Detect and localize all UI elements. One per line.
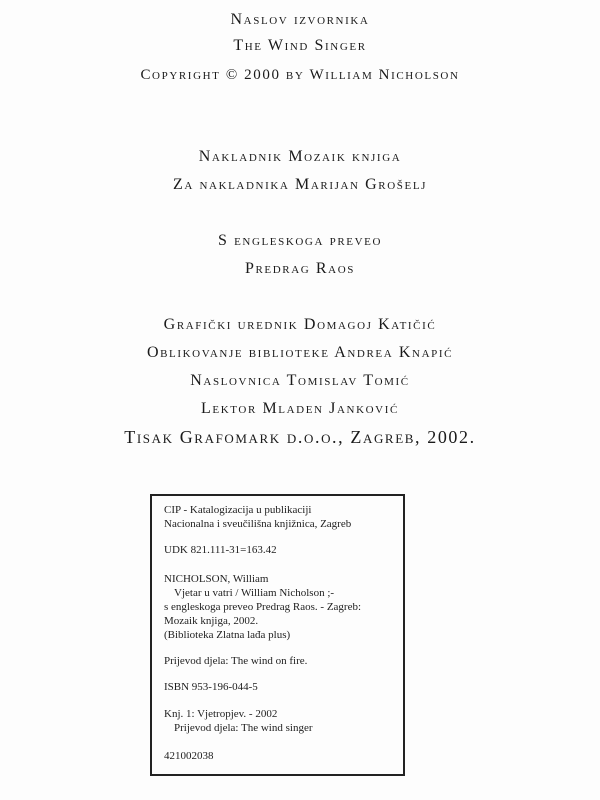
cip-isbn: ISBN 953-196-044-5 [164, 681, 258, 693]
cip-header-2: Nacionalna i sveučilišna knjižnica, Zagreb [164, 518, 352, 530]
credit-series-design: Oblikovanje biblioteke Andrea Knapić [146, 344, 454, 361]
original-title-label: Naslov izvornika [230, 11, 370, 28]
translator-name: Predrag Raos [244, 260, 355, 277]
cip-desc-2: s engleskoga preveo Predrag Raos. - Zagreb: [164, 601, 362, 613]
credit-proofreader: Lektor Mladen Janković [201, 400, 399, 417]
cip-udk: UDK 821.111-31=163.42 [164, 544, 277, 556]
original-title: The Wind Singer [233, 37, 367, 54]
translation-label: S engleskoga preveo [217, 232, 383, 249]
cip-record-number: 421002038 [164, 750, 214, 762]
cip-desc-3: Mozaik knjiga, 2002. [164, 615, 259, 627]
credit-printing: Tisak Grafomark d.o.o., Zagreb, 2002. [124, 427, 476, 447]
credit-cover: Naslovnica Tomislav Tomić [190, 372, 410, 389]
cip-original-title: Prijevod djela: The wind on fire. [164, 655, 308, 667]
cip-volume: Knj. 1: Vjetropjev. - 2002 [164, 708, 278, 720]
cip-header-1: CIP - Katalogizacija u publikaciji [164, 504, 312, 516]
credit-graphic-editor: Grafički urednik Domagoj Katičić [163, 316, 437, 333]
cip-desc-1: Vjetar u vatri / William Nicholson ;- [174, 587, 335, 599]
cip-volume-original: Prijevod djela: The wind singer [174, 722, 313, 734]
cip-record-box [150, 494, 405, 776]
copyright-line: Copyright © 2000 by William Nicholson [140, 67, 460, 83]
cip-author: NICHOLSON, William [164, 573, 269, 585]
publisher-line: Nakladnik Mozaik knjiga [198, 148, 402, 165]
for-publisher-line: Za nakladnika Marijan Grošelj [172, 176, 428, 193]
cip-series: (Biblioteka Zlatna lađa plus) [164, 629, 291, 641]
